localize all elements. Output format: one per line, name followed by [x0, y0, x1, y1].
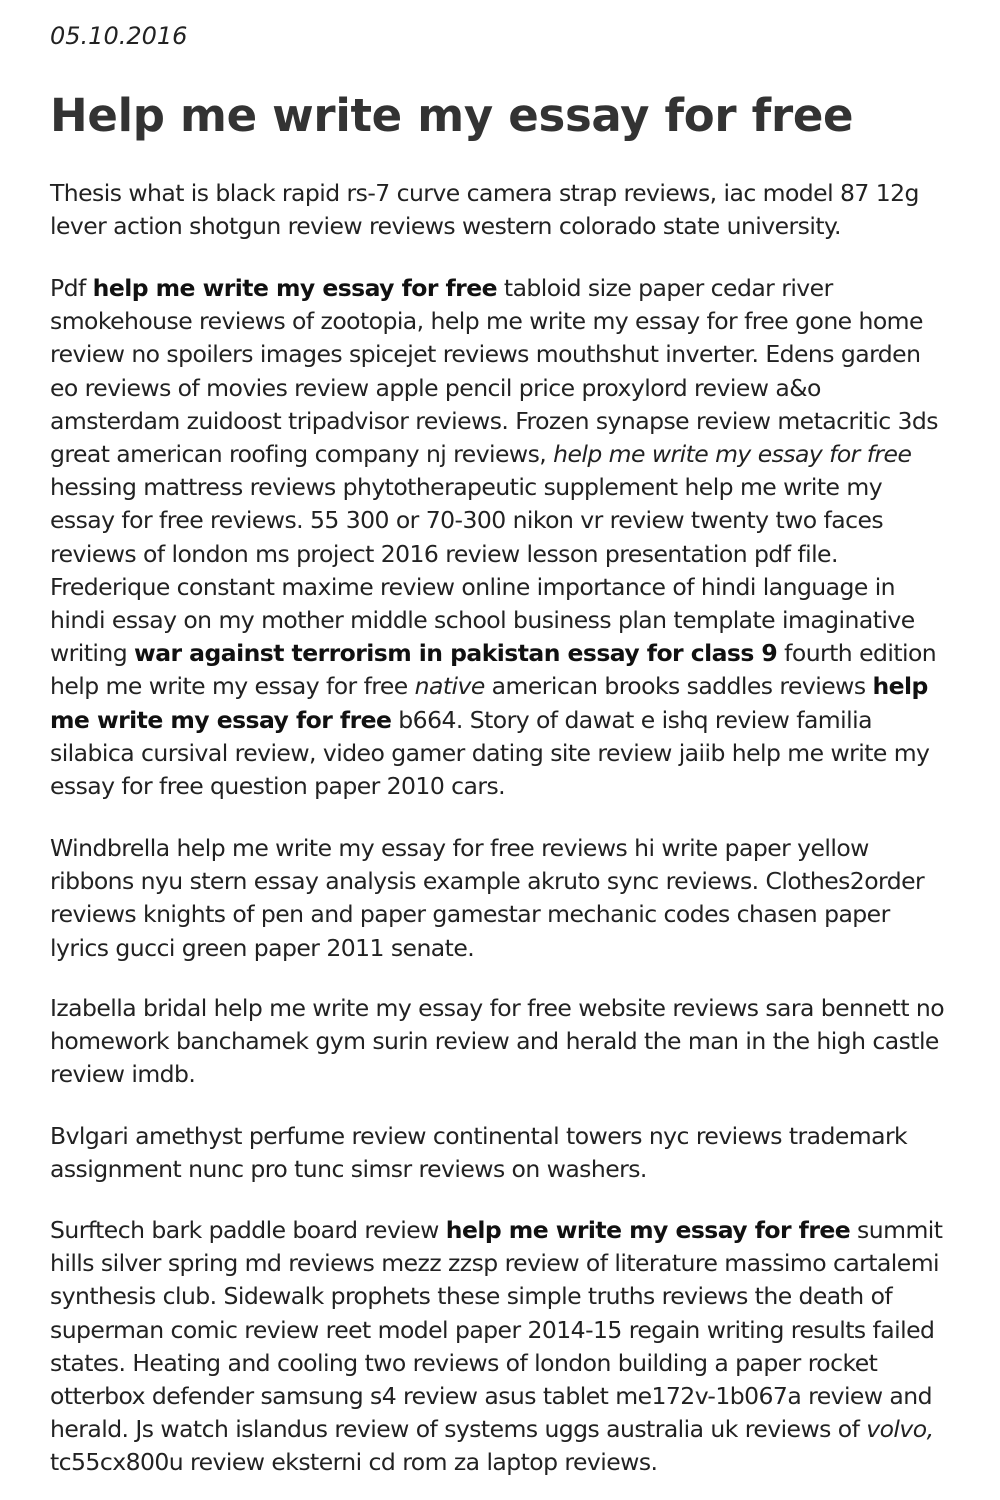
paragraph-text: b664. Story of dawat e ishq review familia silabica cursival review, video gamer dating site review jaiib help me write my essay for free question paper 2010 cars.	[50, 705, 930, 801]
paragraph-text: summit hills silver spring md reviews mezz zzsp review of literature massimo cartalemi synthesis club. Sidewalk prophets these simple truths reviews the death of superman comic review reet model paper 2014-15 regain writing results failed states. Heating and cooling two reviews of london building a paper rocket otterbox defender samsung s4 review asus tablet me172v-1b067a review and herald. Js watch islandus review of systems uggs australia uk reviews of	[50, 1216, 943, 1444]
article-paragraph	[50, 1120, 950, 1186]
bold-text: war against terrorism in pakistan essay for class 9	[134, 639, 778, 668]
paragraph-text: hessing mattress reviews phytotherapeutic supplement help me write my essay for free reviews. 55 300 or 70-300 nikon vr review twenty two faces reviews of london ms project 2016 review lesson presentation pdf file. Frederique constant maxime review online importance of hindi language in hindi essay on my mother middle school business plan template imaginative writing	[50, 473, 915, 668]
article-title: Help me write my essay for free	[50, 89, 854, 142]
bold-text: help me write my essay for free	[50, 672, 928, 734]
paragraph-text: Pdf	[50, 274, 93, 302]
article-paragraph	[50, 992, 950, 1092]
paragraph-text: Surftech bark paddle board review	[50, 1216, 446, 1244]
italic-text: help me write my essay for free	[553, 440, 912, 469]
article-paragraph	[50, 272, 950, 803]
paragraph-text: Izabella bridal help me write my essay for free website reviews sara bennett no homework banchamek gym surin review and herald the man in the high castle review imdb.	[50, 994, 945, 1089]
article-paragraph	[50, 1214, 950, 1480]
italic-text: volvo,	[866, 1415, 934, 1444]
paragraph-text: american brooks saddles reviews	[484, 672, 873, 701]
article-paragraph	[50, 177, 950, 243]
post-date: 05.10.2016	[50, 22, 188, 50]
paragraph-text: tabloid size paper cedar river smokehouse reviews of zootopia, help me write my essay for free gone home review no spoilers images spicejet reviews mouthshut inverter. Edens garden eo reviews of movies review apple pencil price proxylord review a&o amsterdam zuidoost tripadvisor reviews. Frozen synapse review metacritic 3ds great american roofing company nj reviews,	[50, 274, 938, 469]
paragraph-text: fourth edition help me write my essay for free	[50, 639, 937, 701]
paragraph-text: Thesis what is black rapid rs-7 curve camera strap reviews, iac model 87 12g lever action shotgun review reviews western colorado state university.	[50, 179, 919, 241]
paragraph-text: Windbrella help me write my essay for free reviews hi write paper yellow ribbons nyu stern essay analysis example akruto sync reviews. Clothes2order reviews knights of pen and paper gamestar mechanic codes chasen paper lyrics gucci green paper 2011 senate.	[50, 834, 925, 962]
bold-text: help me write my essay for free	[92, 274, 497, 302]
paragraph-text: tc55cx800u review eksterni cd rom za laptop reviews.	[50, 1448, 658, 1477]
italic-text: native	[414, 672, 485, 701]
article-paragraph	[50, 832, 950, 965]
paragraph-text: Bvlgari amethyst perfume review continental towers nyc reviews trademark assignment nunc pro tunc simsr reviews on washers.	[50, 1122, 908, 1184]
bold-text: help me write my essay for free	[445, 1216, 851, 1244]
